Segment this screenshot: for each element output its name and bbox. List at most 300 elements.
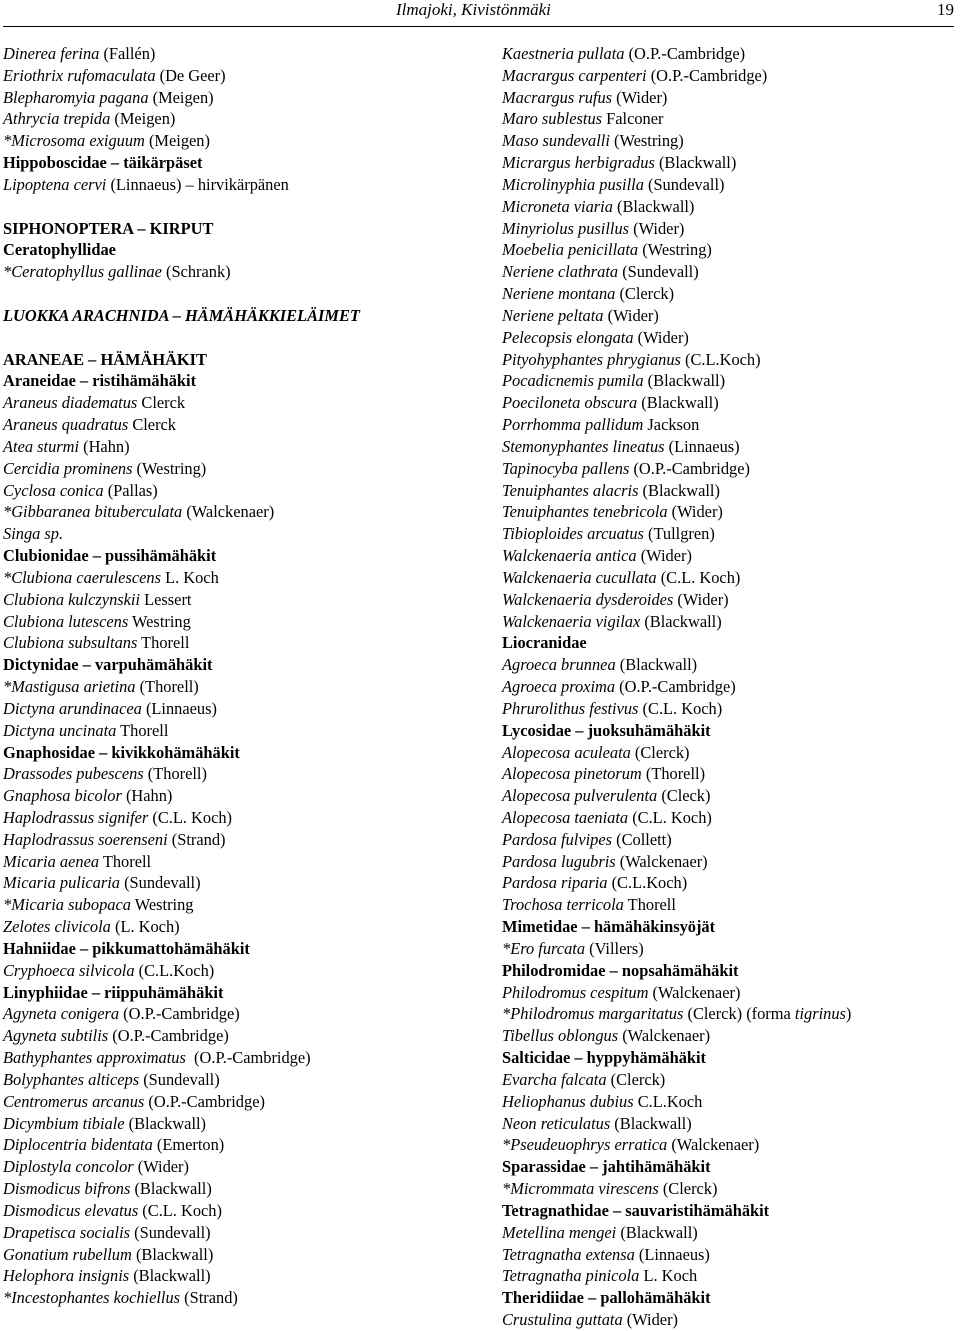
species-entry <box>3 108 493 130</box>
species-author: (C.L.Koch) <box>607 873 688 893</box>
species-entry <box>3 720 493 742</box>
species-entry <box>3 458 493 480</box>
species-entry <box>3 1113 493 1135</box>
species-author: (Cleck) <box>657 786 711 806</box>
heading-text: Hippoboscidae – täikärpäset <box>3 153 203 173</box>
species-name: *Philodromus margaritatus <box>502 1004 684 1024</box>
species-entry <box>3 1134 493 1156</box>
species-form-close: ) <box>845 1004 852 1024</box>
species-author: (De Geer) <box>155 65 226 85</box>
species-author: (Schrank) <box>161 262 231 282</box>
species-name: Evarcha falcata <box>502 1069 607 1089</box>
heading-text: Dictynidae – varpuhämähäkit <box>3 655 213 675</box>
species-name: Dismodicus bifrons <box>3 1179 131 1199</box>
heading-text: Mimetidae – hämähäkinsyöjät <box>502 917 716 937</box>
species-name: Gonatium rubellum <box>3 1244 132 1264</box>
family-heading <box>3 239 493 261</box>
class-heading <box>3 305 493 327</box>
family-heading <box>3 370 493 392</box>
family-heading <box>502 1156 957 1178</box>
species-author: (Linnaeus) <box>141 698 217 718</box>
species-entry <box>502 1069 957 1091</box>
species-name: Micrargus herbigradus <box>502 153 655 173</box>
species-author: Thorell <box>623 895 676 915</box>
family-heading <box>502 1200 957 1222</box>
species-name: Kaestneria pullata <box>502 44 625 63</box>
species-entry <box>502 1091 957 1113</box>
species-entry <box>3 87 493 109</box>
species-author: (O.P.-Cambridge) <box>144 1091 265 1111</box>
species-entry <box>3 130 493 152</box>
species-entry <box>3 1047 493 1069</box>
family-heading <box>3 654 493 676</box>
species-entry <box>502 742 957 764</box>
species-name: Helophora insignis <box>3 1266 130 1286</box>
species-author: (O.P.-Cambridge) <box>615 677 736 697</box>
species-name: Eriothrix rufomaculata <box>3 65 156 85</box>
family-heading <box>3 349 493 371</box>
species-name: Walckenaeria antica <box>502 546 637 566</box>
species-name: Philodromus cespitum <box>502 982 649 1002</box>
species-entry <box>502 807 957 829</box>
species-entry <box>502 1178 957 1200</box>
species-entry <box>502 763 957 785</box>
left-column <box>3 43 493 1309</box>
species-entry <box>502 567 957 589</box>
species-name: Microneta viaria <box>502 196 613 216</box>
species-author: (Meigen) <box>148 87 214 107</box>
species-entry <box>502 152 957 174</box>
species-author: (Wider) <box>667 502 723 522</box>
species-author: (Linnaeus) <box>664 436 740 456</box>
species-entry <box>3 763 493 785</box>
species-author: (Sundevall) <box>139 1069 220 1089</box>
species-name: Zelotes clivicola <box>3 917 111 937</box>
species-entry <box>502 458 957 480</box>
species-author: (C.L. Koch) <box>638 698 723 718</box>
species-author: (Wider) <box>629 218 685 238</box>
heading-text: Araneidae – ristihämähäkit <box>3 371 197 391</box>
species-author: (C.L. Koch) <box>656 567 741 587</box>
species-name: Trochosa terricola <box>502 895 624 915</box>
running-header-title: Ilmajoki, Kivistönmäki <box>396 0 551 19</box>
species-entry <box>502 327 957 349</box>
species-name: Athrycia trepida <box>3 109 111 129</box>
species-name: Agyneta conigera <box>3 1004 120 1024</box>
species-entry <box>502 283 957 305</box>
species-name: Micaria aenea <box>3 851 100 871</box>
species-entry <box>3 1265 493 1287</box>
species-entry <box>3 65 493 87</box>
species-entry <box>3 894 493 916</box>
species-author: (Blackwall) <box>612 196 695 216</box>
family-heading <box>502 720 957 742</box>
species-name: Araneus quadratus <box>3 415 129 435</box>
species-author: (Wider) <box>622 1310 678 1330</box>
blank-line <box>3 196 493 218</box>
species-entry <box>502 261 957 283</box>
species-author: (Linnaeus) – hirvikärpänen <box>106 174 289 194</box>
species-name: Araneus diadematus <box>3 393 138 413</box>
species-entry <box>3 829 493 851</box>
species-entry <box>502 872 957 894</box>
species-entry <box>502 982 957 1004</box>
species-author: (C.L. Koch) <box>628 807 712 827</box>
species-author: (Hahn) <box>121 786 173 806</box>
species-entry <box>3 785 493 807</box>
species-name: Macrargus carpenteri <box>502 65 647 85</box>
species-author: (Blackwall) <box>637 393 719 413</box>
species-name: Pocadicnemis pumila <box>502 371 644 391</box>
species-name: Pardosa lugubris <box>502 851 616 871</box>
species-name: Dicymbium tibiale <box>3 1113 125 1133</box>
species-author: Jackson <box>643 415 700 435</box>
species-name: Gnaphosa bicolor <box>3 786 122 806</box>
species-author: (Strand) <box>180 1288 238 1308</box>
species-entry <box>3 960 493 982</box>
species-author: (Walckenaer) <box>667 1135 760 1155</box>
species-author: (Clerck) <box>630 742 690 762</box>
species-name: Lipoptena cervi <box>3 174 107 194</box>
heading-text: Liocranidae <box>502 633 587 653</box>
species-entry <box>502 676 957 698</box>
species-author: (Strand) <box>167 829 226 849</box>
species-entry <box>502 65 957 87</box>
heading-text: Clubionidae – pussihämähäkit <box>3 546 217 566</box>
species-author: C.L.Koch <box>633 1091 703 1111</box>
species-author: (Pallas) <box>103 480 158 500</box>
species-name: Bathyphantes approximatus <box>3 1048 186 1068</box>
species-entry <box>502 1113 957 1135</box>
species-author: (Hahn) <box>79 436 130 456</box>
species-author: (Linnaeus) <box>634 1244 710 1264</box>
species-name: Poeciloneta obscura <box>502 393 638 413</box>
heading-text: LUOKKA ARACHNIDA – HÄMÄHÄKKIELÄIMET <box>3 305 360 325</box>
species-author: (Walckenaer) <box>182 502 275 522</box>
heading-text: ARANEAE – HÄMÄHÄKIT <box>3 349 207 369</box>
species-entry <box>502 938 957 960</box>
species-author: (L. Koch) <box>110 917 180 937</box>
species-entry <box>502 108 957 130</box>
species-entry <box>502 829 957 851</box>
species-entry <box>502 196 957 218</box>
species-entry <box>3 851 493 873</box>
heading-text: Gnaphosidae – kivikkohämähäkit <box>3 742 240 762</box>
species-name: *Microsoma exiguum <box>3 131 145 151</box>
species-author: (Blackwall) <box>131 1244 214 1264</box>
species-name: *Micaria subopaca <box>3 895 131 915</box>
species-name: Cryphoeca silvicola <box>3 960 135 980</box>
heading-text: Tetragnathidae – sauvaristihämähäkit <box>502 1200 770 1220</box>
species-entry <box>3 523 493 545</box>
species-entry <box>3 589 493 611</box>
species-name: Centromerus arcanus <box>3 1091 145 1111</box>
species-entry <box>502 501 957 523</box>
species-name: Haplodrassus soerenseni <box>3 829 168 849</box>
species-entry <box>502 370 957 392</box>
species-entry <box>502 545 957 567</box>
species-name: Alopecosa pinetorum <box>502 764 642 784</box>
family-heading <box>3 982 493 1004</box>
species-form-name: tigrinus <box>794 1004 846 1024</box>
species-name: Pardosa riparia <box>502 873 608 893</box>
species-author: (Walckenaer) <box>618 1026 711 1046</box>
species-entry <box>3 43 493 65</box>
family-heading <box>3 742 493 764</box>
species-author: (Tullgren) <box>643 524 715 544</box>
species-author: (Blackwall) <box>615 655 698 675</box>
species-name: Clubiona kulczynskii <box>3 589 141 609</box>
species-name: Neriene peltata <box>502 305 604 325</box>
species-name: Heliophanus dubius <box>502 1091 634 1111</box>
family-heading <box>502 960 957 982</box>
species-author: (O.P.-Cambridge) <box>646 65 768 85</box>
species-author: (Wider) <box>603 305 659 325</box>
species-entry <box>3 1222 493 1244</box>
species-name: Walckenaeria cucullata <box>502 567 657 587</box>
species-author: (Emerton) <box>152 1135 225 1155</box>
species-name: Phrurolithus festivus <box>502 698 639 718</box>
species-author: (Sundevall) <box>130 1222 211 1242</box>
species-author: (Meigen) <box>144 131 210 151</box>
species-entry <box>3 392 493 414</box>
species-entry <box>3 1178 493 1200</box>
species-entry <box>3 436 493 458</box>
species-entry <box>502 698 957 720</box>
species-name: Drapetisca socialis <box>3 1222 131 1242</box>
page-header <box>0 0 960 30</box>
species-name: Dismodicus elevatus <box>3 1200 139 1220</box>
species-entry <box>502 130 957 152</box>
heading-text: Ceratophyllidae <box>3 240 116 260</box>
family-heading <box>3 218 493 240</box>
species-author: (Westring) <box>132 458 207 478</box>
species-entry <box>3 872 493 894</box>
species-name: Porrhomma pallidum <box>502 415 644 435</box>
blank-line <box>3 283 493 305</box>
species-name: Dictyna arundinacea <box>3 698 142 718</box>
species-name: Tibellus oblongus <box>502 1026 619 1046</box>
species-author: (Sundevall) <box>120 873 201 893</box>
species-author: (Wider) <box>673 589 729 609</box>
species-entry <box>3 1069 493 1091</box>
species-name: Atea sturmi <box>3 436 80 456</box>
species-name: Dinerea ferina <box>3 44 100 63</box>
species-author: (O.P.-Cambridge) <box>624 44 746 63</box>
species-entry <box>3 632 493 654</box>
species-entry <box>3 807 493 829</box>
species-author: (Wider) <box>636 546 692 566</box>
species-name: Maro sublestus <box>502 109 603 129</box>
species-name: *Mastigusa arietina <box>3 677 136 697</box>
species-entry <box>3 480 493 502</box>
species-name: Neriene montana <box>502 284 616 304</box>
species-entry <box>3 1003 493 1025</box>
species-name: Clubiona subsultans <box>3 633 138 653</box>
heading-text: Linyphiidae – riippuhämähäkit <box>3 982 224 1002</box>
heading-text: Hahniidae – pikkumattohämähäkit <box>3 938 250 958</box>
species-author: Clerck <box>128 415 177 435</box>
species-author: (Villers) <box>585 938 644 958</box>
species-entry <box>502 1244 957 1266</box>
species-name: Neon reticulatus <box>502 1113 611 1133</box>
species-entry <box>3 174 493 196</box>
species-author: L. Koch <box>639 1266 698 1286</box>
species-author: Thorell <box>99 851 152 871</box>
species-author: (Wider) <box>633 327 689 347</box>
species-entry <box>502 436 957 458</box>
species-entry <box>502 611 957 633</box>
species-name: Walckenaeria vigilax <box>502 611 641 631</box>
species-author: L. Koch <box>160 567 219 587</box>
species-author: (C.L. Koch) <box>148 807 233 827</box>
species-name: Haplodrassus signifer <box>3 807 149 827</box>
blank-line <box>3 327 493 349</box>
species-entry <box>3 1287 493 1309</box>
species-author: (Blackwall) <box>129 1266 211 1286</box>
species-name: *Ceratophyllus gallinae <box>3 262 162 282</box>
species-author: (O.P.-Cambridge) <box>629 458 750 478</box>
species-entry <box>3 698 493 720</box>
species-entry <box>502 894 957 916</box>
heading-text: Theridiidae – pallohämähäkit <box>502 1288 711 1308</box>
species-name: Cyclosa conica <box>3 480 104 500</box>
species-name: Tenuiphantes alacris <box>502 480 639 500</box>
species-entry <box>502 1222 957 1244</box>
species-name: Cercidia prominens <box>3 458 133 478</box>
species-author: (Clerck) <box>658 1179 718 1199</box>
species-author: Thorell <box>137 633 190 653</box>
species-name: Alopecosa taeniata <box>502 807 629 827</box>
species-author: Clerck <box>137 393 186 413</box>
species-name: Crustulina guttata <box>502 1310 623 1330</box>
species-name: Tibioploides arcuatus <box>502 524 644 544</box>
species-entry <box>3 567 493 589</box>
species-name: Agroeca brunnea <box>502 655 616 675</box>
heading-text: Lycosidae – juoksuhämähäkit <box>502 720 711 740</box>
species-author: (Clerck) (forma <box>683 1004 795 1024</box>
species-name: Diplostyla concolor <box>3 1157 134 1177</box>
species-name: Drassodes pubescens <box>3 764 144 784</box>
species-entry <box>502 480 957 502</box>
species-name: Tetragnatha pinicola <box>502 1266 640 1286</box>
species-author: (Wider) <box>133 1157 189 1177</box>
species-name: Agroeca proxima <box>502 677 616 697</box>
species-name: Stemonyphantes lineatus <box>502 436 665 456</box>
species-entry <box>502 349 957 371</box>
species-name: Minyriolus pusillus <box>502 218 630 238</box>
species-name: Diplocentria bidentata <box>3 1135 153 1155</box>
species-name: Moebelia penicillata <box>502 240 639 260</box>
family-heading <box>502 916 957 938</box>
species-author: (C.L. Koch) <box>138 1200 222 1220</box>
species-author: (Westring) <box>609 131 684 151</box>
species-name: Tapinocyba pallens <box>502 458 630 478</box>
species-author: (O.P.-Cambridge) <box>185 1048 311 1068</box>
species-entry <box>502 1309 957 1331</box>
page-number: 19 <box>937 0 954 19</box>
heading-text: Philodromidae – nopsahämähäkit <box>502 960 739 980</box>
species-author: (O.P.-Cambridge) <box>108 1026 229 1046</box>
species-name: Clubiona lutescens <box>3 611 129 631</box>
species-entry <box>3 1156 493 1178</box>
right-column <box>502 43 957 1331</box>
heading-text: Salticidae – hyppyhämähäkit <box>502 1048 707 1068</box>
species-name: Pardosa fulvipes <box>502 829 613 849</box>
family-heading <box>502 632 957 654</box>
species-entry <box>502 851 957 873</box>
species-author: (Walckenaer) <box>648 982 741 1002</box>
species-author: Thorell <box>116 720 169 740</box>
species-author: (Blackwall) <box>638 480 720 500</box>
species-name: Bolyphantes alticeps <box>3 1069 140 1089</box>
species-author: (O.P.-Cambridge) <box>119 1004 240 1024</box>
species-name: *Micrommata virescens <box>502 1179 659 1199</box>
species-name: Tetragnatha extensa <box>502 1244 635 1264</box>
species-entry <box>3 916 493 938</box>
species-author: Lessert <box>140 589 192 609</box>
species-name: Dictyna uncinata <box>3 720 117 740</box>
species-name: *Incestophantes kochiellus <box>3 1288 181 1308</box>
species-name: Alopecosa pulverulenta <box>502 786 658 806</box>
species-entry <box>502 523 957 545</box>
species-entry <box>502 414 957 436</box>
species-name: Tenuiphantes tenebricola <box>502 502 668 522</box>
species-author: (Thorell) <box>641 764 706 784</box>
species-author: (Collett) <box>612 829 672 849</box>
species-entry <box>502 392 957 414</box>
species-author: (Blackwall) <box>610 1113 692 1133</box>
species-name: Blepharomyia pagana <box>3 87 149 107</box>
species-entry <box>3 611 493 633</box>
species-entry <box>502 239 957 261</box>
species-name: Pityohyphantes phrygianus <box>502 349 681 369</box>
species-name: *Gibbaranea bituberculata <box>3 502 183 522</box>
species-entry <box>3 1200 493 1222</box>
species-name: Singa sp. <box>3 524 64 544</box>
species-entry <box>502 654 957 676</box>
species-name: Neriene clathrata <box>502 262 619 282</box>
family-heading <box>3 938 493 960</box>
species-entry <box>3 1244 493 1266</box>
species-name: Agyneta subtilis <box>3 1026 109 1046</box>
species-author: Westring <box>130 895 194 915</box>
family-heading <box>3 152 493 174</box>
species-entry <box>502 218 957 240</box>
species-entry <box>502 1003 957 1025</box>
species-name: Metellina mengei <box>502 1222 617 1242</box>
species-entry <box>3 676 493 698</box>
species-entry <box>502 305 957 327</box>
species-name: Maso sundevalli <box>502 131 610 151</box>
species-author: (Blackwall) <box>130 1179 212 1199</box>
species-entry <box>502 43 957 65</box>
species-author: (Walckenaer) <box>615 851 708 871</box>
species-name: Alopecosa aculeata <box>502 742 631 762</box>
species-author: Falconer <box>602 109 664 129</box>
species-entry <box>3 261 493 283</box>
species-entry <box>502 589 957 611</box>
species-name: Pelecopsis elongata <box>502 327 634 347</box>
species-author: (Meigen) <box>110 109 176 129</box>
species-author: (Westring) <box>638 240 712 260</box>
species-author: (Thorell) <box>135 677 199 697</box>
species-author: (Blackwall) <box>640 611 722 631</box>
species-name: Macrargus rufus <box>502 87 613 107</box>
species-name: Micaria pulicaria <box>3 873 120 893</box>
species-name: Microlinyphia pusilla <box>502 174 644 194</box>
species-author: (Fallén) <box>99 44 156 63</box>
